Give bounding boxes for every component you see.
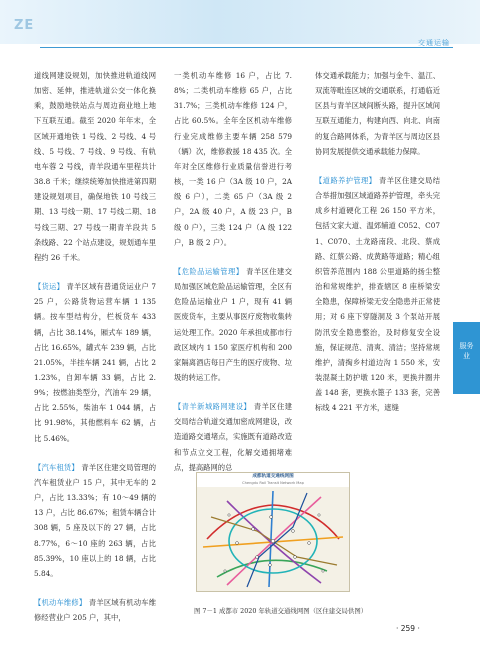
paragraph-vehicle-repair (34, 595, 156, 625)
paragraph-freight (34, 279, 156, 446)
publication-logo: ZE (14, 18, 35, 33)
metro-map-figure (196, 472, 350, 592)
paragraph-road-maintenance (315, 173, 440, 416)
paragraph-road-network (174, 399, 292, 475)
section-heading: 【道路养护管理】 (315, 175, 377, 185)
figure-caption: 图 7－1 成都市 2020 年轨道交通线网图（区住建交局供图） (194, 607, 368, 615)
metro-map-title: 成都轨道交通线网图 (252, 474, 294, 479)
metro-map-header (197, 473, 349, 488)
text-column-2 (174, 68, 292, 475)
metro-map-subtitle: Chengdu Rail Transit Network Map (242, 481, 304, 485)
header-band (0, 0, 480, 44)
metro-map-graphic (197, 487, 349, 591)
section-heading: 【危险品运输管理】 (174, 266, 244, 276)
side-tab-label: 服务业 (459, 342, 474, 360)
paragraph-car-rental (34, 460, 156, 581)
page-number: · 259 · (396, 624, 420, 633)
header-divider (40, 47, 453, 48)
paragraph-body: 青羊区住建交局加强区域危险品运输管理，全区有危险品运输业户 1 户，现有 41 辆医废货车，主要从事医疗废物收集转运处理工作。2020 年承担成都市行政区域内 1 150 家医疗机构和 200 家隔离酒店每日产生的医疗废物、垃圾的转运工作。 (174, 266, 292, 382)
paragraph-body: 青羊区住建交局结合轨道交通加密成网建设，改造道路交通堵点，实施既有道路改造和节点立交工程，化解交通拥堵难点，提高路网的总 (174, 402, 293, 472)
paragraph-body: 青羊区域有普通货运业户 725 户，公路货物运营车辆 1 135 辆。按车型结构分，栏板货车 433 辆，占比 38.14%，厢式车 189 辆，占比 16.65%，罐式车 239 辆，占比 21.05%，半挂车辆 241 辆，占比 21.23%，自卸车辆 33 辆，占比 2.9%；按燃油类型分，汽油车 29 辆，占比 2.55%，柴油车 1 044 辆，占比 91.98%，其他燃料车 62 辆，占比 5.46%。 (34, 282, 157, 443)
section-heading: 【货运】 (34, 282, 64, 292)
section-header-title: 交通运输 (418, 39, 450, 47)
text-column-1 (34, 68, 156, 625)
section-heading: 【青羊新城路网建设】 (174, 402, 252, 412)
section-heading: 【汽车租赁】 (34, 462, 79, 472)
paragraph: 一类机动车维修 16 户，占比 7.8%；二类机动车维修 65 户，占比 31.7%；三类机动车维修 124 户，占比 60.5%。全年全区机动车维修行业完成维修主要车辆 258 579（辆）次，维修救援 18 435 次。全年对全区维修行业质量信誉进行考核，一类 16 户（3A 级 10 户，2A 级 6 户），二类 65 户（3A 级 2 户，2A 级 40 户，A 级 23 户，B 级 0 户），三类 124 户（A 级 122 户，B 级 2 户）。 (174, 71, 292, 247)
section-heading: 【机动车维修】 (34, 598, 87, 607)
paragraph-body: 青羊区域有机动车维修经营业户 205 户，其中， (34, 598, 156, 623)
paragraph-body: 青羊区住建交局管理的汽车租赁业户 15 户，其中无车的 2 户，占比 13.33%；有 10～49 辆的 13 户，占比 86.67%；租赁车辆合计 308 辆，5 座及以下的 27 辆，占比 8.77%，6～10 座的 263 辆，占比 85.39%，10 座以上的 18 辆，占比 5.84。 (34, 462, 157, 578)
paragraph-hazardous-goods (174, 264, 292, 385)
paragraph-body: 青羊区住建交局结合举措加强区域道路养护管理，牵头完成乡村道硬化工程 26 150 平方米，包括文家大道、温郊辅道 C052、C071、C070、土龙路南段、北段、蔡成路、红蔡公路、成黄路等道路；精心组织管养范围内 188 公里道路的扬尘整治和常规维护，排查辖区 8 座桥梁安全隐患，保障桥梁无安全隐患并正常使用；对 6 座下穿隧洞及 3 个泵站开展防汛安全隐患整治，及时修复安全设施，保证规范、清爽、清洁；坚持常规维护，清掏乡村道边沟 1 550 米，安装混凝土防护墩 120 米，更换井圈井盖 148 套，更换水篦子 133 套，完善标线 4 221 平方米，遮缝 (315, 175, 440, 413)
paragraph: 道线网建设规划，加快推进轨道线网加密、延伸，推进轨道公交一体化换乘，鼓励地铁站点与周边商业地上地下互联互通。截至 2020 年年末，全区域开通地铁 1 号线、2 号线、4 号线、5 号线、7 号线、9 号线、有轨电车蓉 2 号线，青羊段通车里程共计 38.8 千米；继续统筹加快推进第四期建设规划项目，确保地铁 10 号线三期、13 号线一期、17 号线二期、18 号线三期、27 号线一期青羊段共 5 条线路、22 个站点建设，规划通车里程约 26 千米。 (34, 71, 156, 262)
text-column-3 (315, 68, 440, 415)
paragraph: 体交通承载能力；加强与金牛、温江、双流等毗连区域的交通联系，打通临近区县与青羊区域间断头路，提升区域间互联互通能力，构建向西、向北、向南的复合路网体系，为青羊区与周边区县协同发展提供交通承载能力保障。 (315, 71, 440, 156)
